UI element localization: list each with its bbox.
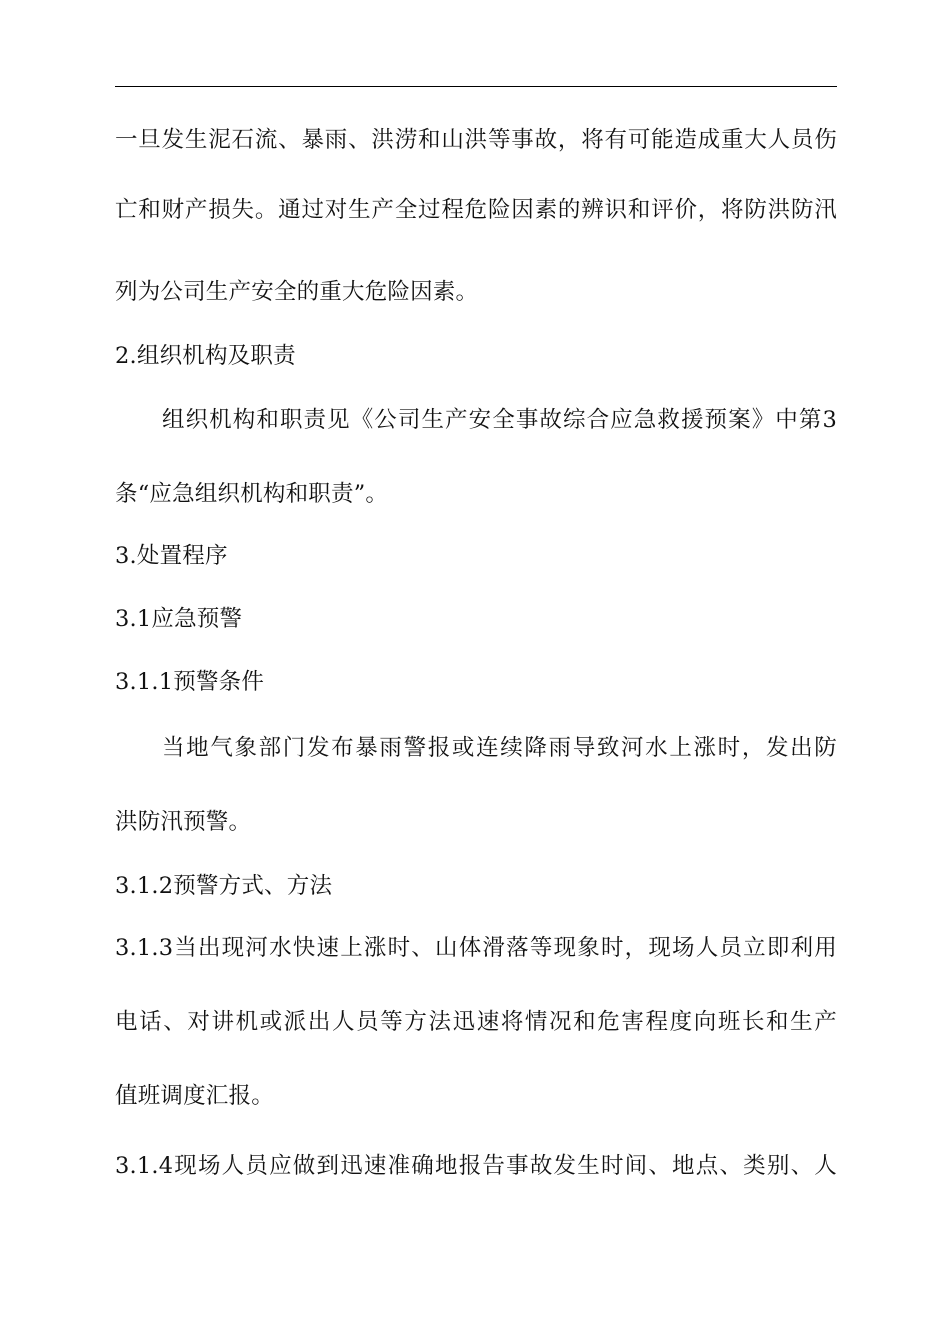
body-line-14: 电话、对讲机或派出人员等方法迅速将情况和危害程度向班长和生产	[115, 1009, 837, 1035]
body-line-15: 值班调度汇报。	[115, 1083, 274, 1109]
header-rule	[115, 86, 837, 87]
section-heading-2: 2.组织机构及职责	[115, 343, 296, 369]
body-line-13: 3.1.3当出现河水快速上涨时、山体滑落等现象时，现场人员立即利用	[115, 935, 837, 961]
body-line-6: 条“应急组织机构和职责”。	[115, 481, 389, 507]
subsection-heading-3-1-1: 3.1.1预警条件	[115, 669, 265, 695]
subsection-heading-3-1-2: 3.1.2预警方式、方法	[115, 873, 333, 899]
body-line-5: 组织机构和职责见《公司生产安全事故综合应急救援预案》中第3	[162, 407, 837, 433]
section-heading-3: 3.处置程序	[115, 543, 228, 569]
body-line-3: 列为公司生产安全的重大危险因素。	[115, 279, 479, 305]
subsection-heading-3-1: 3.1应急预警	[115, 606, 243, 632]
body-line-16: 3.1.4现场人员应做到迅速准确地报告事故发生时间、地点、类别、人	[115, 1153, 837, 1179]
body-line-2: 亡和财产损失。通过对生产全过程危险因素的辨识和评价，将防洪防汛	[115, 197, 837, 223]
body-line-10: 当地气象部门发布暴雨警报或连续降雨导致河水上涨时，发出防	[162, 735, 837, 761]
body-line-1: 一旦发生泥石流、暴雨、洪涝和山洪等事故，将有可能造成重大人员伤	[115, 127, 837, 153]
body-line-11: 洪防汛预警。	[115, 809, 252, 835]
